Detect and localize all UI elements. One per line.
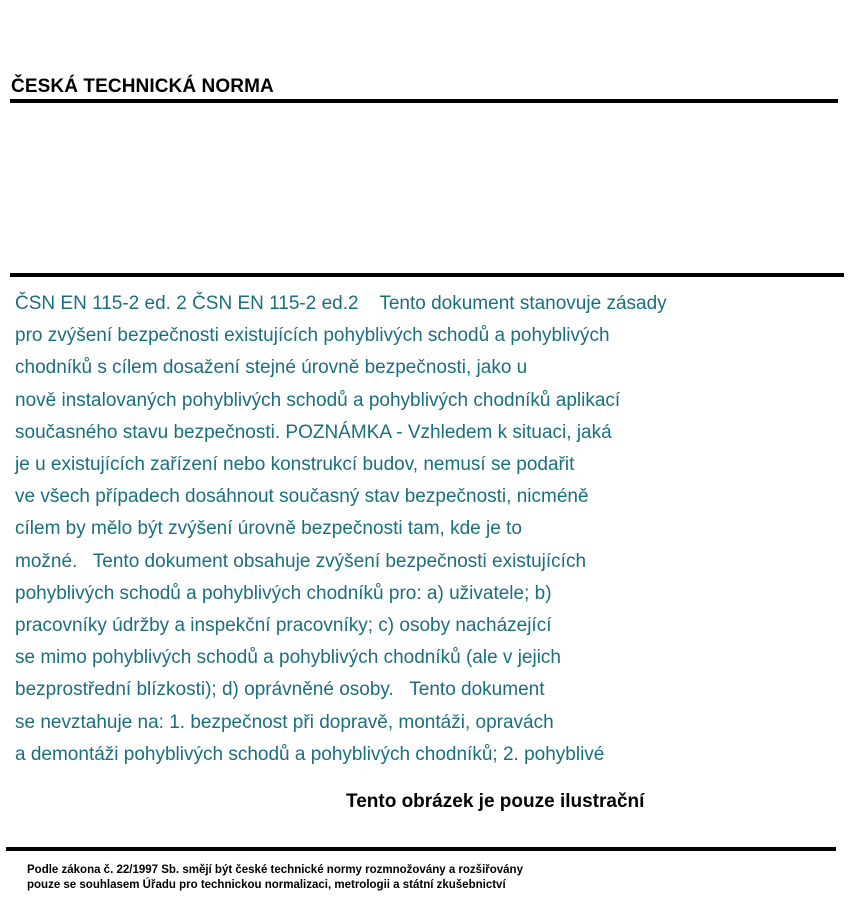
abstract-line: pro zvýšení bezpečnosti existujících pohyblivých schodů a pohyblivých <box>15 325 610 347</box>
legal-notice-line: pouze se souhlasem Úřadu pro technickou normalizaci, metrologii a státní zkušebnictví <box>27 879 506 891</box>
abstract-line: pracovníky údržby a inspekční pracovníky; c) osoby nacházející <box>15 615 552 637</box>
abstract-line: a demontáži pohyblivých schodů a pohyblivých chodníků; 2. pohyblivé <box>15 743 605 765</box>
legal-notice <box>27 863 523 893</box>
illustration-note: Tento obrázek je pouze ilustrační <box>346 791 645 812</box>
abstract-line: se mimo pohyblivých schodů a pohyblivých chodníků (ale v jejich <box>15 647 561 669</box>
top-divider <box>10 99 838 103</box>
abstract-line: se nevztahuje na: 1. bezpečnost při dopravě, montáži, opravách <box>15 711 554 733</box>
abstract-line: možné. Tento dokument obsahuje zvýšení bezpečnosti existujících <box>15 550 587 572</box>
bottom-divider <box>6 847 836 851</box>
abstract-line: současného stavu bezpečnosti. POZNÁMKA - Vzhledem k situaci, jaká <box>15 421 612 443</box>
abstract-line: chodníků s cílem dosažení stejné úrovně bezpečnosti, jako u <box>15 357 528 379</box>
legal-notice-line: Podle zákona č. 22/1997 Sb. smějí být české technické normy rozmnožovány a rozšiřovány <box>27 864 523 876</box>
abstract-line: nově instalovaných pohyblivých schodů a pohyblivých chodníků aplikací <box>15 389 621 411</box>
abstract-line: cílem by mělo být zvýšení úrovně bezpečnosti tam, kde je to <box>15 518 522 540</box>
document-abstract <box>15 288 855 771</box>
abstract-line: bezprostřední blízkosti); d) oprávněné osoby. Tento dokument <box>15 679 545 701</box>
middle-divider <box>10 273 844 277</box>
abstract-line: pohyblivých schodů a pohyblivých chodníků pro: a) uživatele; b) <box>15 582 552 604</box>
abstract-line: ČSN EN 115-2 ed. 2 ČSN EN 115-2 ed.2 Tento dokument stanovuje zásady <box>15 293 667 314</box>
abstract-line: ve všech případech dosáhnout současný stav bezpečnosti, nicméně <box>15 486 589 508</box>
page-title: ČESKÁ TECHNICKÁ NORMA <box>11 76 274 97</box>
abstract-line: je u existujících zařízení nebo konstrukcí budov, nemusí se podařit <box>15 454 575 476</box>
